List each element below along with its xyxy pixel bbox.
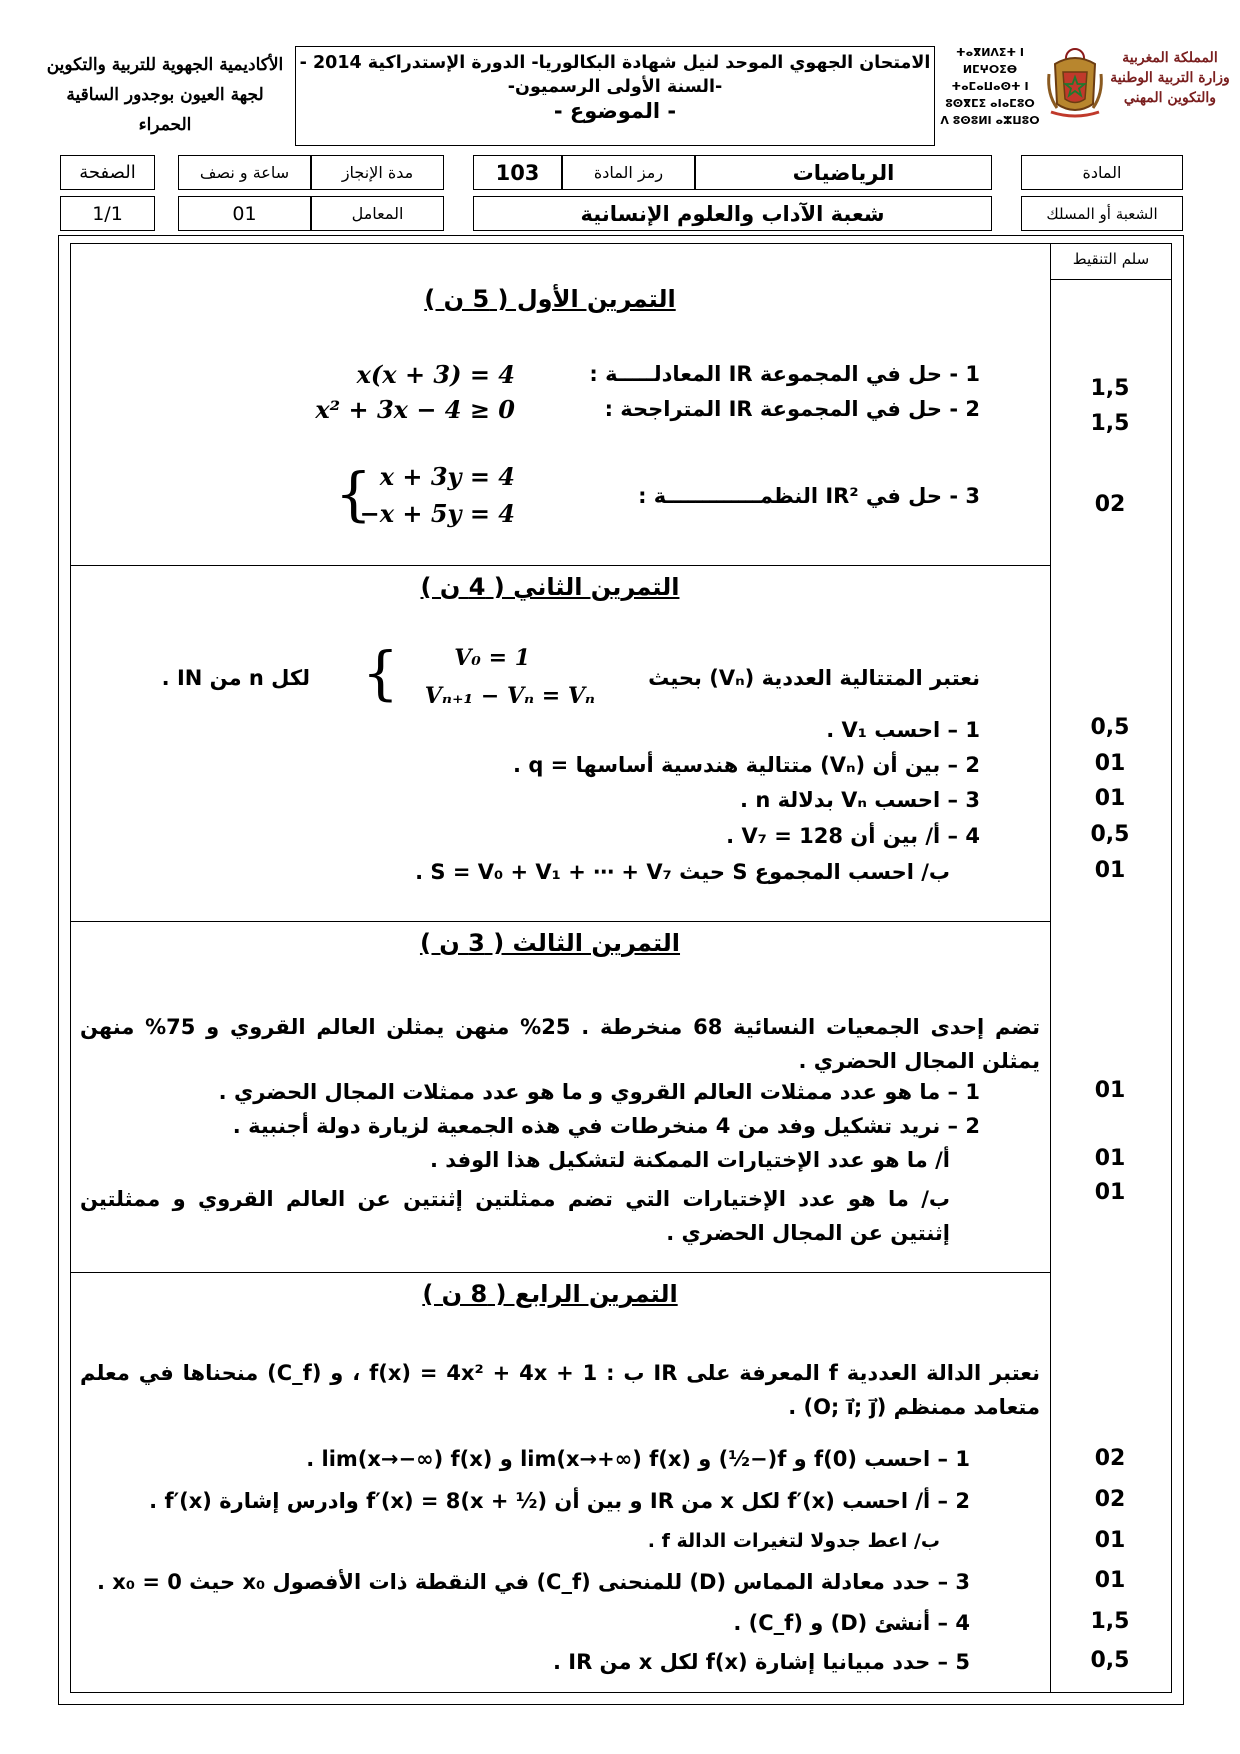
academy-line-1: الأكاديمية الجهوية للتربية والتكوين — [46, 55, 284, 75]
ex1-q3-text: 3 - حل في IR² النظمـــــــــــــة : — [638, 484, 980, 508]
ex2-q4a: 4 – أ/ بين أن V₇ = 128 . — [726, 824, 980, 848]
separator-2 — [70, 921, 1050, 922]
academy-line-2: لجهة العيون بوجدور الساقية الحمراء — [66, 85, 264, 135]
ex3-intro: تضم إحدى الجمعيات النسائية 68 منخرطة . 25% منهن يمثلن العالم القروي و 75% منهن يمثلن المجال الحضري . — [80, 1015, 1040, 1073]
separator-1 — [70, 565, 1050, 566]
exam-line-2: -السنة الأولى الرسميون- — [507, 77, 723, 97]
ex4-q2b: ب/ اعط جدولا لتغيرات الدالة f . — [647, 1530, 940, 1552]
duration-value: ساعة و نصف — [178, 155, 311, 190]
ex4-score-5: 1,5 — [1090, 1609, 1130, 1634]
ex4-score-4: 01 — [1094, 1568, 1126, 1593]
ex2-score-1: 0,5 — [1090, 715, 1130, 740]
ex3-score-1: 01 — [1094, 1078, 1126, 1103]
ex2-intro-end: لكل n من IN . — [161, 666, 310, 690]
coef-value: 01 — [178, 196, 311, 231]
page-label: الصفحة — [60, 155, 155, 190]
ex2-score-4: 0,5 — [1090, 822, 1130, 847]
ex4-score-3: 01 — [1094, 1528, 1126, 1553]
exam-line-3: - الموضوع - — [553, 99, 677, 123]
ex4-q2a: 2 – أ/ احسب f′(x) لكل x من IR و بين أن f′(x) = 8(x + ½) وادرس إشارة f′(x) . — [149, 1489, 970, 1513]
separator-3 — [70, 1272, 1050, 1273]
ex1-system-brace: { — [335, 460, 372, 528]
grading-header-divider — [1050, 279, 1172, 280]
coef-label: المعامل — [311, 196, 444, 231]
branch-label: الشعبة أو المسلك — [1021, 196, 1183, 231]
ex2-score-5: 01 — [1094, 858, 1126, 883]
subject-label: المادة — [1021, 155, 1183, 190]
ex4-q5: 5 – حدد مبيانيا إشارة f(x) لكل x من IR . — [552, 1650, 970, 1674]
exam-line-1: الامتحان الجهوي الموحد لنيل شهادة البكالوريا- الدورة الإستدراكية 2014 - — [299, 53, 931, 73]
ministry-line-3: والتكوين المهني — [1123, 90, 1217, 106]
ex1-score-1: 1,5 — [1090, 376, 1130, 401]
ex3-title: التمرين الثالث ( 3 ن ) — [419, 929, 681, 957]
ex1-q1-text: 1 - حل في المجموعة IR المعادلـــــة : — [589, 362, 980, 386]
code-value: 103 — [473, 155, 562, 190]
tifinagh-line-2: ⵜⴰⵎⴰⵡⴰⵙⵜ ⵏ ⵓⵙⴳⵎⵉ ⴰⵏⴰⵎⵓⵔ — [945, 80, 1035, 110]
ex1-score-3: 02 — [1094, 492, 1126, 517]
page-value: 1/1 — [60, 196, 155, 231]
academy-name — [40, 50, 290, 140]
moroccan-emblem-icon — [1045, 44, 1105, 119]
ex3-q2: 2 – نريد تشكيل وفد من 4 منخرطات في هذه الجمعية لزيارة دولة أجنبية . — [232, 1114, 980, 1138]
ex4-score-2: 02 — [1094, 1487, 1126, 1512]
ex2-score-3: 01 — [1094, 786, 1126, 811]
tifinagh-line-3: ⴷ ⵓⵙⵓⵍⵏ ⴰⵣⵡⵓⵔ — [940, 114, 1040, 127]
ex4-intro: نعتبر الدالة العددية f المعرفة على IR ب : f(x) = 4x² + 4x + 1 ، و (C_f) منحناها في معلم متعامد ممنظم (O; i⃗; j⃗) . — [80, 1361, 1041, 1419]
ex1-q3-eq1: x + 3y = 4 — [379, 462, 515, 491]
inner-frame — [70, 243, 1172, 1693]
ex4-q4: 4 – أنشئ (D) و (C_f) . — [733, 1611, 970, 1635]
ex2-score-2: 01 — [1094, 751, 1126, 776]
branch-value: شعبة الآداب والعلوم الإنسانية — [473, 196, 992, 231]
ex4-score-1: 02 — [1094, 1446, 1126, 1471]
ex2-q4b: ب/ احسب المجموع S حيث S = V₀ + V₁ + ⋯ + V₇ . — [415, 860, 950, 884]
ex1-q3-eq2: −x + 5y = 4 — [359, 499, 515, 528]
duration-label: مدة الإنجاز — [311, 155, 444, 190]
tifinagh-line-1: ⵜⴰⴳⵍⴷⵉⵜ ⵏ ⵍⵎⵖⵔⵉⴱ — [955, 46, 1025, 76]
ex1-q2-math: x² + 3x − 4 ≥ 0 — [315, 395, 515, 424]
ex3-q1: 1 – ما هو عدد ممثلات العالم القروي و ما هو عدد ممثلات المجال الحضري . — [218, 1080, 980, 1104]
ministry-name — [1105, 48, 1235, 108]
ex1-score-2: 1,5 — [1090, 411, 1130, 436]
ex2-q3: 3 – احسب Vₙ بدلالة n . — [740, 788, 980, 812]
ex2-q1: 1 – احسب V₁ . — [826, 718, 980, 742]
code-label: رمز المادة — [562, 155, 695, 190]
ex4-q1: 1 – احسب f(0) و f(−½) و lim(x→+∞) f(x) و lim(x→−∞) f(x) . — [306, 1447, 970, 1471]
ex2-title: التمرين الثاني ( 4 ن ) — [420, 573, 680, 601]
ex1-q1-math: x(x + 3) = 4 — [356, 360, 515, 389]
ex3-q2b: ب/ ما هو عدد الإختيارات التي تضم ممثلتين إثنتين عن العالم القروي و ممثلتين إثنتين عن المجال الحضري . — [80, 1187, 950, 1245]
ministry-line-2: وزارة التربية الوطنية — [1110, 70, 1230, 86]
ex2-sys-eq1: V₀ = 1 — [454, 645, 530, 671]
score-column-divider — [1050, 243, 1051, 1693]
ex3-score-3: 01 — [1094, 1180, 1126, 1205]
ex4-q3: 3 – حدد معادلة المماس (D) للمنحنى (C_f) في النقطة ذات الأفصول x₀ حيث x₀ = 0 . — [97, 1570, 970, 1594]
exam-title-box — [295, 46, 935, 146]
ex3-q2a: أ/ ما هو عدد الإختيارات الممكنة لتشكيل هذا الوفد . — [429, 1148, 950, 1172]
ex1-title: التمرين الأول ( 5 ن ) — [424, 285, 676, 313]
ex2-q2: 2 – بين أن (Vₙ) متتالية هندسية أساسها = q . — [513, 753, 980, 777]
subject-value: الرياضيات — [695, 155, 992, 190]
ex4-title: التمرين الرابع ( 8 ن ) — [422, 1280, 678, 1308]
grading-header: سلم التنقيط — [1072, 250, 1150, 268]
ex2-system-brace: { — [362, 639, 399, 707]
ex2-sys-eq2: Vₙ₊₁ − Vₙ = Vₙ — [424, 683, 595, 709]
ex1-q2-text: 2 - حل في المجموعة IR المتراجحة : — [604, 397, 980, 421]
tifinagh-text — [935, 44, 1045, 127]
ex4-score-6: 0,5 — [1090, 1648, 1130, 1673]
ex3-score-2: 01 — [1094, 1146, 1126, 1171]
ministry-line-1: المملكة المغربية — [1122, 50, 1218, 66]
ex2-intro: نعتبر المتتالية العددية (Vₙ) بحيث — [648, 666, 980, 690]
